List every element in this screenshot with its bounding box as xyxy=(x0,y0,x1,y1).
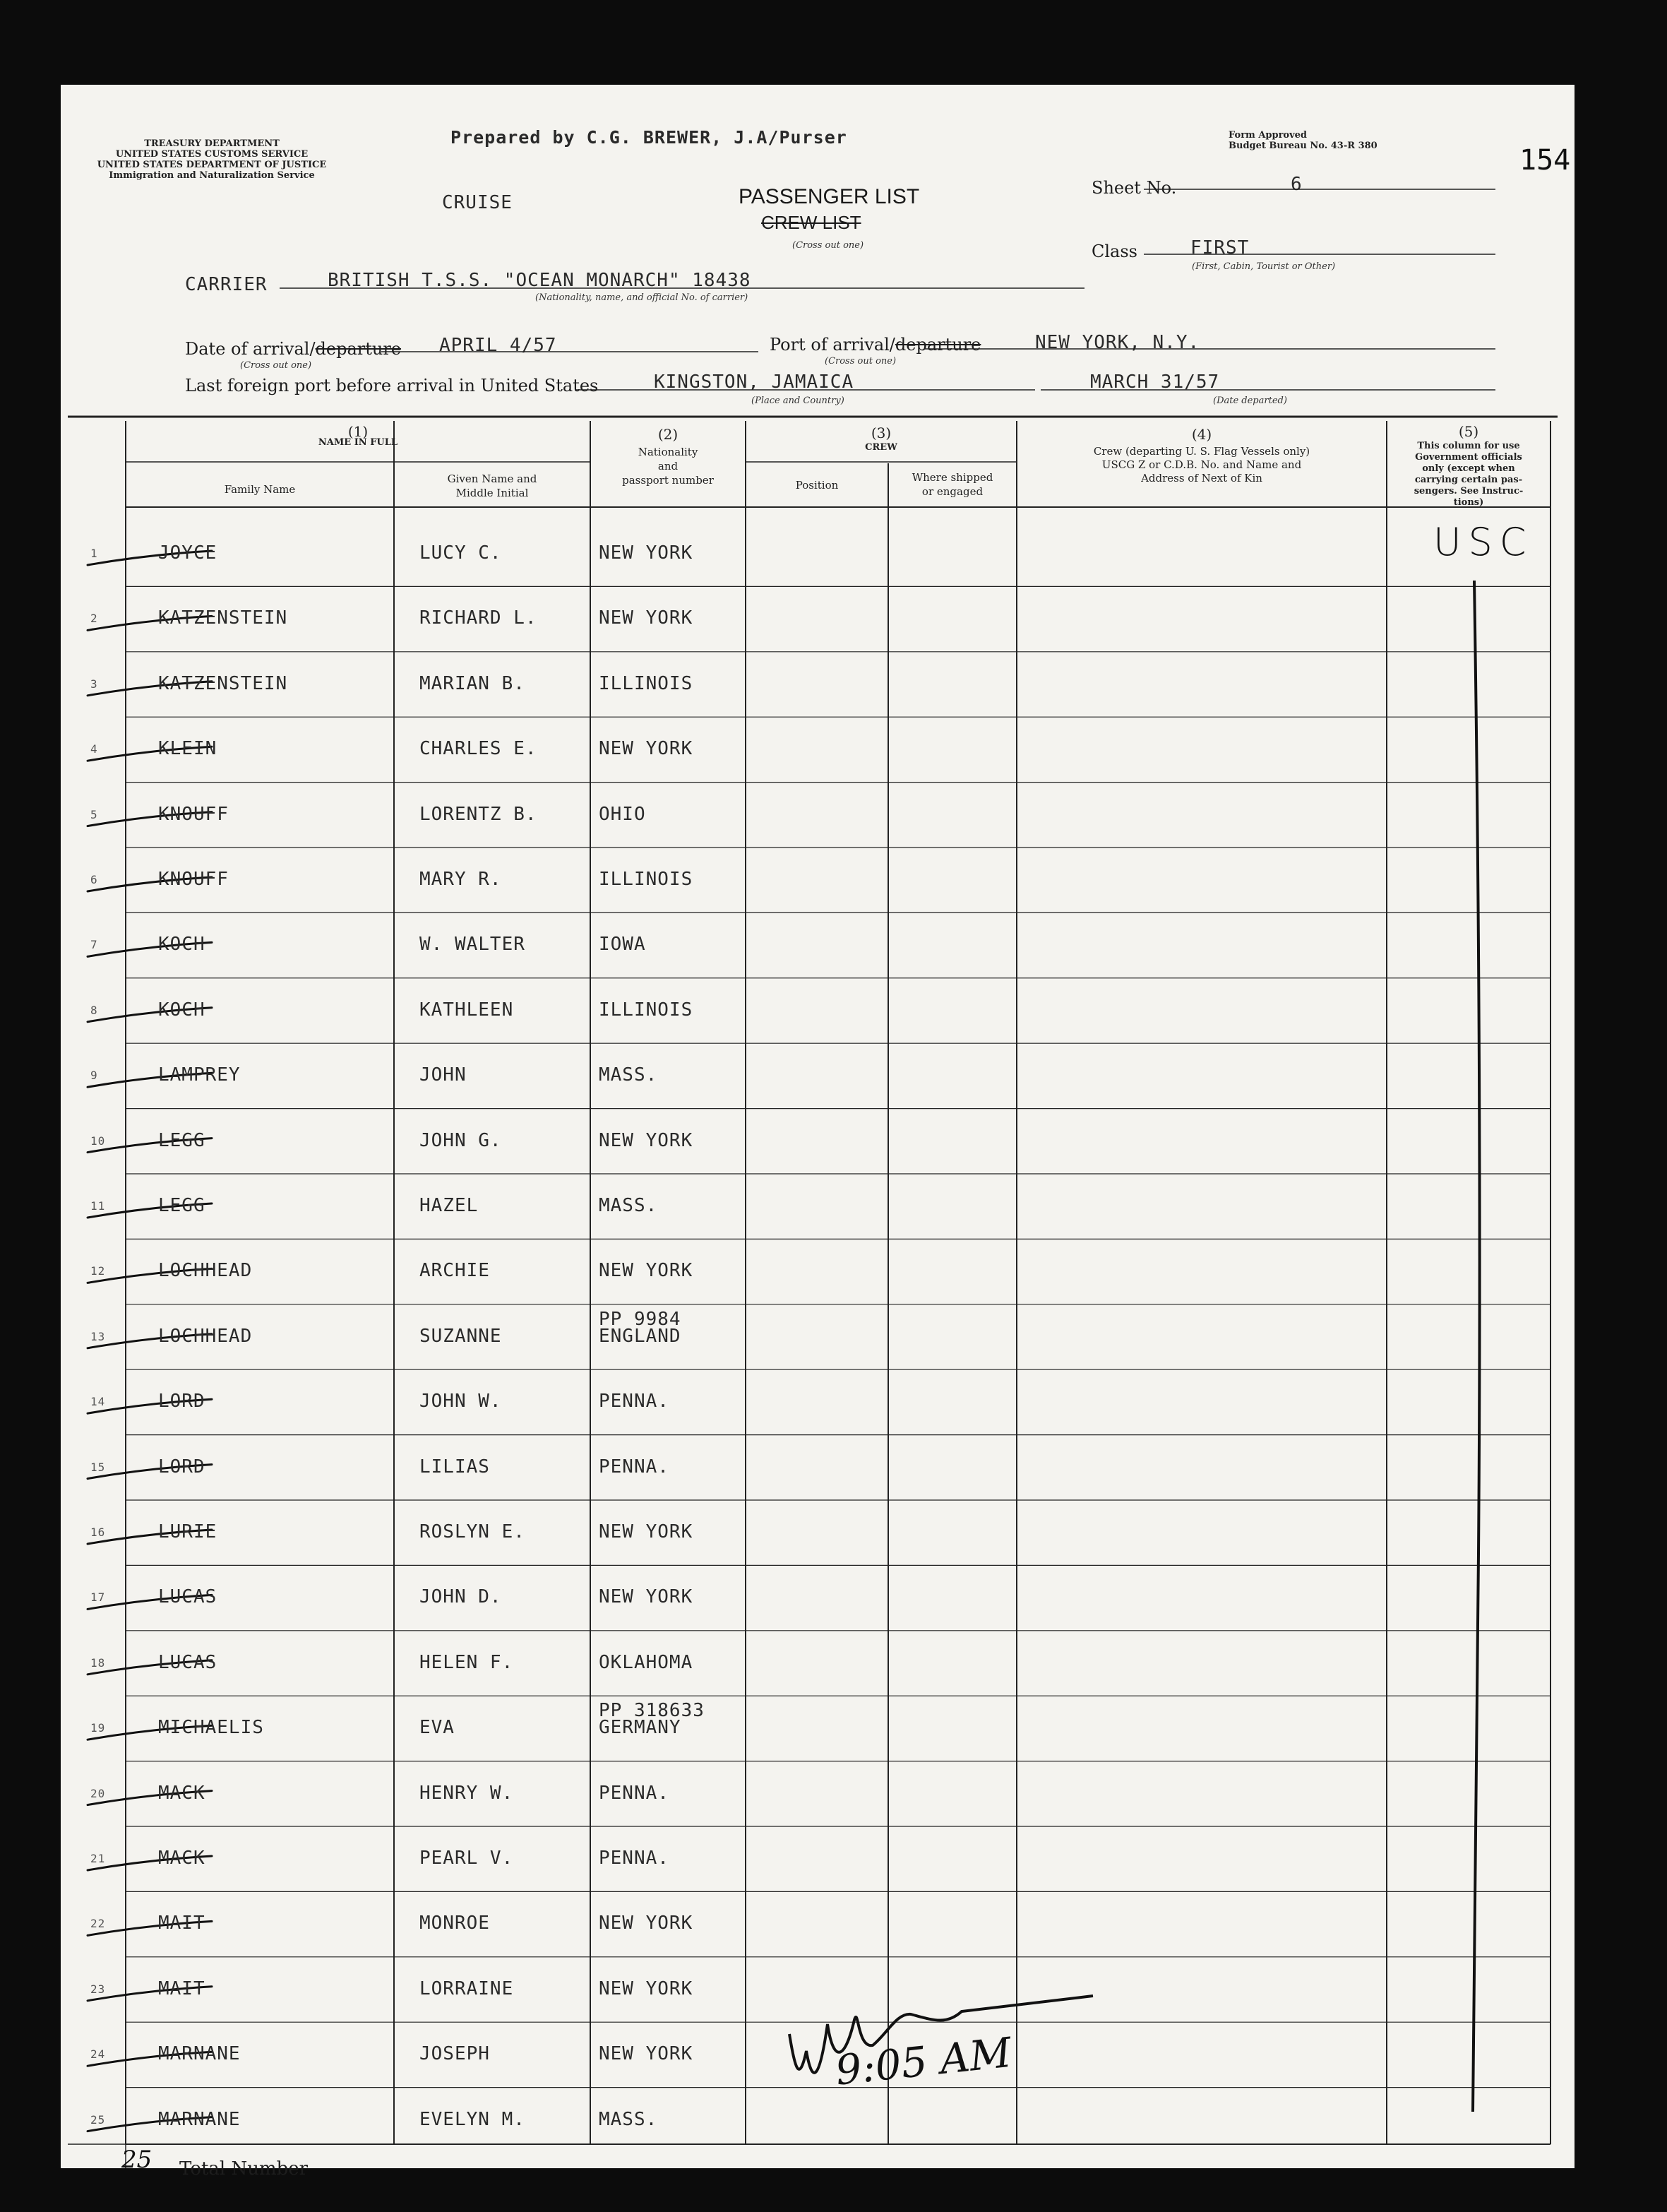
nationality: MASS. xyxy=(599,1064,658,1086)
given-name: HENRY W. xyxy=(419,1782,514,1804)
table-row xyxy=(0,1696,1667,1761)
row-number: 13 xyxy=(90,1329,106,1343)
nationality-country: GERMANY xyxy=(599,1717,681,1739)
list-cross-out-note: (Cross out one) xyxy=(792,240,864,251)
given-name: JOSEPH xyxy=(419,2043,490,2065)
nationality: PENNA. xyxy=(599,1456,669,1477)
position-header: Position xyxy=(795,479,839,492)
shipped-header xyxy=(888,470,1017,499)
agency-line-4: Immigration and Naturalization Service xyxy=(109,170,315,181)
family-name: MACK xyxy=(158,1782,205,1804)
given-name: SUZANNE xyxy=(419,1325,502,1347)
row-number: 22 xyxy=(90,1917,106,1931)
row-number: 18 xyxy=(90,1655,106,1670)
family-name: JOYCE xyxy=(158,542,217,564)
given-name: LILIAS xyxy=(419,1456,490,1477)
col-4-line-3: Address of Next of Kin xyxy=(1141,472,1262,484)
col-5-line-5: sengers. See Instruc- xyxy=(1414,486,1524,496)
family-name: LORD xyxy=(158,1456,205,1477)
given-name: ARCHIE xyxy=(419,1260,490,1282)
nationality: NEW YORK xyxy=(599,542,693,564)
total-number-label: Total Number xyxy=(179,2158,309,2180)
family-name: LURIE xyxy=(158,1521,217,1542)
last-port-note: (Place and Country) xyxy=(751,396,844,406)
table-row xyxy=(0,1565,1667,1630)
nationality: ILLINOIS xyxy=(599,672,693,694)
family-name: LEGG xyxy=(158,1195,205,1216)
col-5-line-1: This column for use xyxy=(1417,441,1520,451)
given-name: MONROE xyxy=(419,1913,490,1934)
sheet-value: 6 xyxy=(1291,174,1303,195)
given-name: KATHLEEN xyxy=(419,999,514,1021)
given-name: ROSLYN E. xyxy=(419,1521,525,1542)
form-approved: Form Approved xyxy=(1229,130,1308,141)
given-name: JOHN D. xyxy=(419,1586,502,1608)
table-row xyxy=(0,1304,1667,1369)
last-port-label: Last foreign port before arrival in United States xyxy=(185,376,599,396)
given-header-line-1: Given Name and xyxy=(447,472,537,485)
given-name-header xyxy=(394,472,590,500)
nationality: NEW YORK xyxy=(599,1978,693,1999)
col-3-number: (3) xyxy=(871,424,892,441)
col-5-number: (5) xyxy=(1458,423,1479,440)
table-row xyxy=(0,1761,1667,1826)
family-name: LOCHHEAD xyxy=(158,1325,253,1347)
nationality: NEW YORK xyxy=(599,738,693,760)
row-number: 19 xyxy=(90,1721,106,1735)
nationality: MASS. xyxy=(599,2108,658,2130)
nationality: NEW YORK xyxy=(599,2043,693,2065)
col-5-line-4: carrying certain pas- xyxy=(1414,475,1523,485)
nationality: MASS. xyxy=(599,1195,658,1216)
nationality: OHIO xyxy=(599,803,646,825)
table-row xyxy=(0,586,1667,651)
row-number: 21 xyxy=(90,1852,106,1865)
given-name: RICHARD L. xyxy=(419,607,537,629)
row-number: 2 xyxy=(90,612,98,626)
nat-header-line-1: Nationality xyxy=(638,446,698,458)
family-name: MACK xyxy=(158,1848,205,1869)
nat-header-line-2: and xyxy=(657,460,679,472)
given-name: HELEN F. xyxy=(419,1651,514,1673)
family-name: KOCH xyxy=(158,999,205,1021)
class-value: FIRST xyxy=(1190,237,1250,258)
port-value: NEW YORK, N.Y. xyxy=(1035,332,1200,353)
row-number: 24 xyxy=(90,2047,106,2062)
departed-note: (Date departed) xyxy=(1213,396,1287,406)
col-5-line-2: Government officials xyxy=(1415,452,1522,463)
row-number: 14 xyxy=(90,1395,106,1409)
nationality: PENNA. xyxy=(599,1848,669,1869)
given-name: EVELYN M. xyxy=(419,2108,525,2130)
nationality: NEW YORK xyxy=(599,1586,693,1608)
row-number: 15 xyxy=(90,1460,106,1474)
family-name: LOCHHEAD xyxy=(158,1260,253,1282)
col-5-line-3: only (except when xyxy=(1422,463,1515,474)
given-name: LORRAINE xyxy=(419,1978,514,1999)
list-title: PASSENGER LIST xyxy=(739,185,920,208)
row-number: 4 xyxy=(90,742,98,756)
family-name: LEGG xyxy=(158,1129,205,1151)
sheet-label: Sheet No. xyxy=(1092,178,1177,198)
nationality: PENNA. xyxy=(599,1391,669,1413)
col-4-line-1: Crew (departing U. S. Flag Vessels only) xyxy=(1093,445,1310,458)
budget-bureau: Budget Bureau No. 43-R 380 xyxy=(1229,141,1378,151)
given-name: MARY R. xyxy=(419,869,502,890)
date-label-departure: departure xyxy=(315,339,402,359)
carrier-note: (Nationality, name, and official No. of carrier) xyxy=(535,292,748,303)
table-row xyxy=(0,1174,1667,1239)
row-number: 11 xyxy=(90,1199,106,1213)
list-title-crossed: CREW LIST xyxy=(761,212,861,233)
given-header-line-2: Middle Initial xyxy=(455,487,529,499)
table-row xyxy=(0,848,1667,912)
last-port-value: KINGSTON, JAMAICA xyxy=(654,371,854,393)
row-number: 5 xyxy=(90,807,98,821)
departed-value: MARCH 31/57 xyxy=(1090,371,1220,393)
given-name: JOHN xyxy=(419,1064,467,1086)
port-label-departure: departure xyxy=(895,335,981,355)
family-name: LAMPREY xyxy=(158,1064,241,1086)
port-note: (Cross out one) xyxy=(825,356,897,367)
table-row xyxy=(0,717,1667,782)
col-4-header xyxy=(1017,424,1387,485)
row-number: 9 xyxy=(90,1069,98,1083)
given-name: EVA xyxy=(419,1717,455,1739)
cruise-label: CRUISE xyxy=(442,192,513,213)
page-stamp: 154 xyxy=(1519,144,1571,177)
table-row xyxy=(0,1891,1667,1956)
table-row xyxy=(0,1500,1667,1565)
date-label-arrival: Date of arrival/ xyxy=(185,339,316,359)
usc-handwritten-note: USC xyxy=(1433,520,1534,564)
nationality: ILLINOIS xyxy=(599,999,693,1021)
date-note: (Cross out one) xyxy=(240,360,312,371)
nationality: IOWA xyxy=(599,934,646,956)
table-row xyxy=(0,1043,1667,1108)
nationality-country: ENGLAND xyxy=(599,1325,681,1347)
agency-line-1: TREASURY DEPARTMENT xyxy=(144,138,280,149)
date-value: APRIL 4/57 xyxy=(439,335,557,356)
family-name: MAIT xyxy=(158,1978,205,1999)
row-number: 20 xyxy=(90,1786,106,1800)
nationality: OKLAHOMA xyxy=(599,1651,693,1673)
family-name: KNOUFF xyxy=(158,869,229,890)
table-row xyxy=(0,1435,1667,1500)
family-name: KATZENSTEIN xyxy=(158,672,288,694)
row-number: 8 xyxy=(90,1003,98,1017)
nationality: NEW YORK xyxy=(599,1260,693,1282)
nat-header-line-3: passport number xyxy=(622,474,714,487)
row-number: 3 xyxy=(90,677,98,691)
given-name: JOHN W. xyxy=(419,1391,502,1413)
given-name: CHARLES E. xyxy=(419,738,537,760)
agency-line-2: UNITED STATES CUSTOMS SERVICE xyxy=(115,149,309,160)
table-row xyxy=(0,978,1667,1043)
family-name: LUCAS xyxy=(158,1586,217,1608)
class-label: Class xyxy=(1092,242,1137,261)
col-3-title: CREW xyxy=(865,442,897,453)
row-number: 6 xyxy=(90,873,98,886)
row-number: 17 xyxy=(90,1590,106,1605)
family-name: KATZENSTEIN xyxy=(158,607,288,629)
given-name: MARIAN B. xyxy=(419,672,525,694)
nationality: ILLINOIS xyxy=(599,869,693,890)
row-number: 1 xyxy=(90,547,98,560)
family-name: MARNANE xyxy=(158,2043,241,2065)
family-name: LORD xyxy=(158,1391,205,1413)
prepared-by: Prepared by C.G. BREWER, J.A/Purser xyxy=(450,127,847,148)
nationality: NEW YORK xyxy=(599,1521,693,1542)
row-number: 25 xyxy=(90,2112,106,2127)
family-name: KLEIN xyxy=(158,738,217,760)
col-4-line-2: USCG Z or C.D.B. No. and Name and xyxy=(1101,458,1302,471)
table-row xyxy=(0,1631,1667,1696)
row-number: 16 xyxy=(90,1526,106,1539)
signature-time: 9:05 AM xyxy=(833,2028,1014,2095)
row-number: 10 xyxy=(90,1134,106,1148)
table-row xyxy=(0,783,1667,848)
family-name: LUCAS xyxy=(158,1651,217,1673)
nationality: PP 9984 xyxy=(599,1308,681,1330)
row-number: 12 xyxy=(90,1264,106,1278)
nationality: NEW YORK xyxy=(599,607,693,629)
given-name: HAZEL xyxy=(419,1195,479,1216)
class-note: (First, Cabin, Tourist or Other) xyxy=(1192,261,1336,272)
table-row xyxy=(0,652,1667,717)
given-name: JOHN G. xyxy=(419,1129,502,1151)
table-row xyxy=(0,2088,1667,2153)
table-row xyxy=(0,1369,1667,1434)
col-3-header xyxy=(746,424,1017,453)
col-5-line-6: tions) xyxy=(1453,497,1484,508)
agency-line-3: UNITED STATES DEPARTMENT OF JUSTICE xyxy=(97,160,327,170)
table-row xyxy=(0,521,1667,586)
family-name: KNOUFF xyxy=(158,803,229,825)
family-name: MICHAELIS xyxy=(158,1717,264,1739)
family-name-header: Family Name xyxy=(224,483,296,496)
row-number: 23 xyxy=(90,1982,106,1996)
nationality: NEW YORK xyxy=(599,1129,693,1151)
given-name: LORENTZ B. xyxy=(419,803,537,825)
family-name: MARNANE xyxy=(158,2108,241,2130)
table-row xyxy=(0,1826,1667,1891)
col-5-header xyxy=(1387,422,1551,509)
col-2-number: (2) xyxy=(657,426,679,443)
shipped-header-line-2: or engaged xyxy=(921,485,984,498)
col-1-title: NAME IN FULL xyxy=(318,437,398,448)
nationality: PP 318633 xyxy=(599,1700,705,1722)
total-number-value: 25 xyxy=(121,2146,153,2174)
carrier-value: BRITISH T.S.S. "OCEAN MONARCH" 18438 xyxy=(328,270,751,291)
col-4-number: (4) xyxy=(1191,426,1212,443)
table-row xyxy=(0,1239,1667,1304)
given-name: LUCY C. xyxy=(419,542,502,564)
nationality-header xyxy=(590,424,746,487)
family-name: KOCH xyxy=(158,934,205,956)
shipped-header-line-1: Where shipped xyxy=(912,471,993,484)
nationality: PENNA. xyxy=(599,1782,669,1804)
nationality: NEW YORK xyxy=(599,1913,693,1934)
col-1-number: (1) xyxy=(347,423,369,440)
carrier-label: CARRIER xyxy=(185,274,268,295)
family-name: MAIT xyxy=(158,1913,205,1934)
port-label-arrival: Port of arrival/ xyxy=(770,335,895,355)
col-1-header xyxy=(126,423,590,448)
table-row xyxy=(0,1957,1667,2022)
row-number: 7 xyxy=(90,938,98,952)
table-row xyxy=(0,912,1667,977)
table-row xyxy=(0,1109,1667,1174)
given-name: W. WALTER xyxy=(419,934,525,956)
given-name: PEARL V. xyxy=(419,1848,514,1869)
